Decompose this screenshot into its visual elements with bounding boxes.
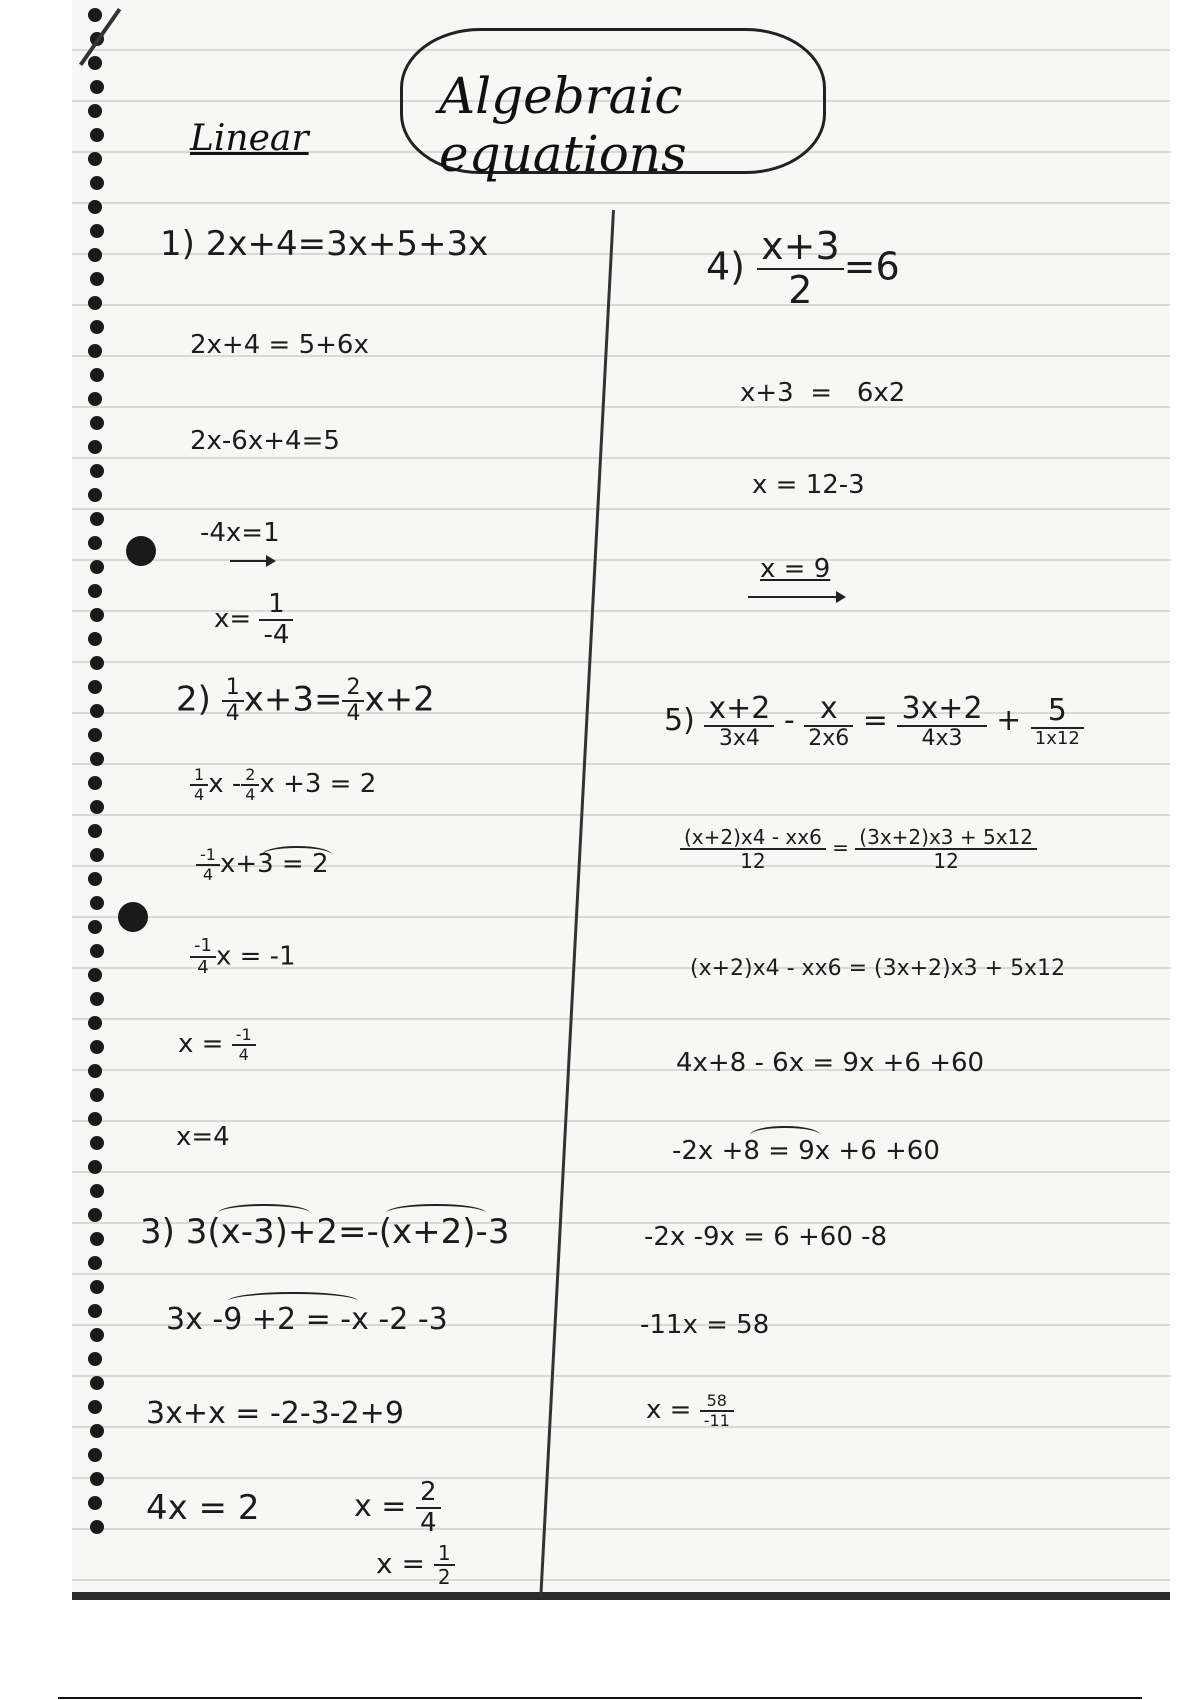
binding-hole <box>90 272 104 286</box>
binding-hole <box>90 1280 104 1294</box>
problem-2-step-4: x = $\frac{-1}{4}$ <box>178 1026 256 1063</box>
problem-3-step-3: 4x = 2 <box>146 1488 260 1528</box>
problem-5-cancel-arc <box>750 1126 820 1144</box>
binding-hole <box>88 872 102 886</box>
binding-hole <box>88 440 102 454</box>
binding-hole <box>90 800 104 814</box>
binding-hole <box>88 1112 102 1126</box>
punched-hole <box>118 902 148 932</box>
binding-hole <box>90 1184 104 1198</box>
binding-hole <box>90 80 104 94</box>
binding-hole <box>88 776 102 790</box>
fraction: $\frac{2}{4}$ <box>416 1478 441 1537</box>
problem-4-step-3: x = 9 <box>760 554 831 584</box>
problem-2-step-1: $\frac{1}{4}$ x - $\frac{2}{4}$ x +3 = 2 <box>190 766 376 803</box>
binding-hole <box>88 104 102 118</box>
binding-hole <box>90 896 104 910</box>
binding-hole <box>88 824 102 838</box>
problem-1-step-1: 2x+4 = 5+6x <box>190 330 369 360</box>
binding-hole <box>90 224 104 238</box>
problem-5-answer: x = $\frac{58}{-11}$ <box>646 1392 734 1429</box>
problem-2-step-3: $\frac{-1}{4}$ x = -1 <box>190 936 296 978</box>
problem-1-step-3: -4x=1 <box>200 518 280 548</box>
binding-hole <box>90 512 104 526</box>
fraction: $\frac{x+3}{2}$ <box>757 226 844 312</box>
binding-hole <box>88 536 102 550</box>
problem-2-step-2: $\frac{-1}{4}$ x+3 = 2 <box>196 846 329 883</box>
problem-5-step-2: 4x+8 - 6x = 9x +6 +60 <box>676 1048 985 1078</box>
problem-1-arrow <box>230 560 274 562</box>
binding-hole <box>88 680 102 694</box>
binding-hole <box>90 368 104 382</box>
fraction: $\frac{x+2}{3x4}$ <box>704 692 774 751</box>
binding-hole <box>88 1400 102 1414</box>
binding-hole <box>90 992 104 1006</box>
binding-hole <box>90 752 104 766</box>
problem-1-step-2: 2x-6x+4=5 <box>190 426 340 456</box>
problem-4-step-1: x+3 = 6x2 <box>740 378 906 408</box>
binding-hole <box>88 200 102 214</box>
binding-hole <box>90 1232 104 1246</box>
fraction: $\frac{3x+2}{4x3}$ <box>897 692 986 751</box>
binding-hole <box>88 632 102 646</box>
fraction: $\frac{5}{1x12}$ <box>1031 694 1084 749</box>
problem-2-answer: x=4 <box>176 1122 230 1152</box>
binding-hole <box>90 416 104 430</box>
problem-3-fraction-step: x = $\frac{2}{4}$ <box>354 1478 441 1537</box>
binding-hole <box>88 968 102 982</box>
binding-hole <box>88 728 102 742</box>
binding-hole <box>90 704 104 718</box>
problem-5-step-5: -11x = 58 <box>640 1310 770 1340</box>
problem-5-step-3: -2x +8 = 9x +6 +60 <box>672 1136 940 1166</box>
binding-hole <box>90 1472 104 1486</box>
binding-hole <box>90 1040 104 1054</box>
binding-hole <box>88 1064 102 1078</box>
fraction: $\frac{2}{4}$ <box>241 766 259 803</box>
punched-hole <box>126 536 156 566</box>
fraction: $\frac{58}{-11}$ <box>700 1392 734 1429</box>
binding-hole <box>90 464 104 478</box>
fraction: $\frac{1}{4}$ <box>190 766 208 803</box>
problem-4-equation: 4) $\frac{x+3}{2}$ =6 <box>706 224 900 312</box>
binding-hole <box>88 56 102 70</box>
problem-2-fraction-2: $\frac{2}{4}$ <box>342 676 364 726</box>
fraction: $\frac{-1}{4}$ <box>190 936 216 978</box>
binding-hole <box>90 320 104 334</box>
problem-2-equation: 2) $\frac{1}{4}$ x+3= $\frac{2}{4}$ x+2 <box>176 675 435 727</box>
binding-hole <box>88 584 102 598</box>
binding-hole <box>88 344 102 358</box>
title-cloud <box>400 28 826 183</box>
problem-3-answer: x = $\frac{1}{2}$ <box>376 1542 455 1588</box>
problem-1-equation: 1) 2x+4=3x+5+3x <box>160 224 489 264</box>
binding-hole <box>88 392 102 406</box>
binding-hole <box>90 176 104 190</box>
fraction: $\frac{-1}{4}$ <box>232 1026 256 1063</box>
binding-hole <box>88 8 102 22</box>
binding-hole <box>88 1304 102 1318</box>
problem-5-common-denominator: $\frac{(x+2)x4 - xx6}{12}$ = $\frac{(3x+2)x3 + 5x12}{12}$ <box>680 826 1037 872</box>
problem-1-answer-fraction: $\frac{1}{-4}$ <box>259 590 293 649</box>
binding-hole <box>90 944 104 958</box>
page-title: Algebraic equations <box>439 67 687 183</box>
binding-hole <box>88 152 102 166</box>
binding-hole <box>88 488 102 502</box>
binding-hole <box>88 1160 102 1174</box>
binding-hole <box>90 1520 104 1534</box>
binding-hole <box>88 296 102 310</box>
problem-4-step-2: x = 12-3 <box>752 470 865 500</box>
bottom-rule <box>58 1697 1142 1699</box>
binding-hole <box>90 128 104 142</box>
binding-hole <box>90 1136 104 1150</box>
binding-hole <box>90 560 104 574</box>
paper-bottom-edge <box>72 1592 1170 1600</box>
fraction: $\frac{(3x+2)x3 + 5x12}{12}$ <box>855 826 1037 872</box>
problem-4-arrow <box>748 596 844 598</box>
binding-hole <box>90 1328 104 1342</box>
fraction: $\frac{x}{2x6}$ <box>804 692 853 751</box>
binding-hole <box>88 248 102 262</box>
fraction: $\frac{1}{2}$ <box>434 1542 455 1588</box>
problem-2-arrow-arc <box>262 846 332 864</box>
spiral-binding <box>66 0 106 1560</box>
binding-hole <box>88 1448 102 1462</box>
binding-hole <box>90 1088 104 1102</box>
fraction: $\frac{(x+2)x4 - xx6}{12}$ <box>680 826 826 872</box>
problem-3-distribute-arc <box>218 1204 310 1222</box>
problem-5-step-4: -2x -9x = 6 +60 -8 <box>644 1222 888 1252</box>
problem-3-cancel-arc <box>228 1292 358 1310</box>
binding-hole <box>88 1496 102 1510</box>
binding-hole <box>90 848 104 862</box>
binding-hole <box>88 1016 102 1030</box>
problem-5-step-1: (x+2)x4 - xx6 = (3x+2)x3 + 5x12 <box>690 956 1066 981</box>
binding-hole <box>90 608 104 622</box>
binding-hole <box>88 1208 102 1222</box>
problem-2-fraction-1: $\frac{1}{4}$ <box>222 676 244 726</box>
binding-hole <box>90 1376 104 1390</box>
binding-hole <box>88 1256 102 1270</box>
problem-3-equation: 3) 3(x-3)+2=-(x+2)-3 <box>140 1212 510 1252</box>
binding-hole <box>88 1352 102 1366</box>
problem-5-equation: 5) $\frac{x+2}{3x4}$ - $\frac{x}{2x6}$ = $\frac{3x+2}{4x3}$ + $\frac{5}{1x12}$ <box>664 692 1084 751</box>
fraction: $\frac{-1}{4}$ <box>196 846 220 883</box>
problem-3-step-2: 3x+x = -2-3-2+9 <box>146 1396 404 1431</box>
binding-hole <box>90 1424 104 1438</box>
problem-3-step-1: 3x -9 +2 = -x -2 -3 <box>166 1302 448 1337</box>
binding-hole <box>90 656 104 670</box>
problem-3-distribute-arc <box>386 1204 486 1222</box>
binding-hole <box>88 920 102 934</box>
problem-1-answer: x= $\frac{1}{-4}$ <box>214 590 293 649</box>
section-label: Linear <box>190 118 309 159</box>
